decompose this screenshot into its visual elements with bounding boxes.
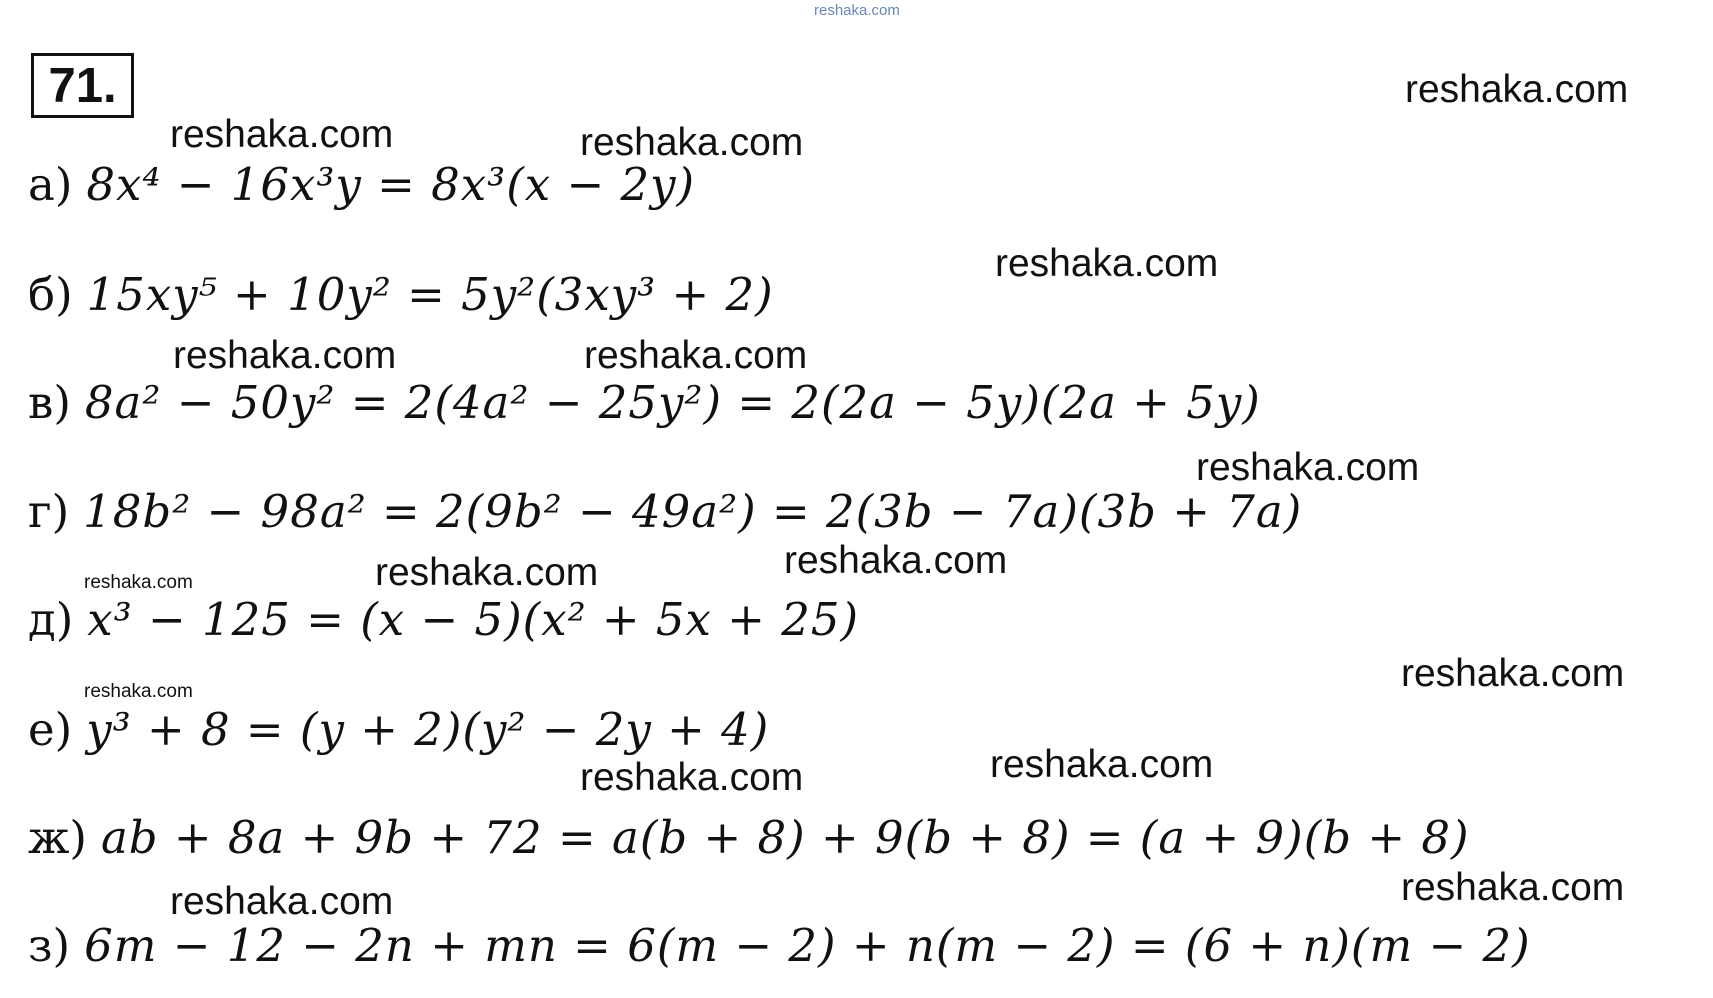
equation-line-v — [28, 376, 1261, 429]
watermark: reshaka.com — [580, 121, 804, 164]
problem-number: 71. — [31, 53, 134, 118]
equation-line-zh — [28, 811, 1470, 864]
equation: x³ − 125 = (x − 5)(x² + 5x + 25) — [87, 593, 860, 646]
item-label: в) — [28, 376, 71, 429]
watermark: reshaka.com — [1405, 68, 1629, 111]
watermark: reshaka.com — [580, 756, 804, 799]
item-label: б) — [28, 268, 73, 321]
watermark: reshaka.com — [173, 334, 397, 377]
equation: 8x⁴ − 16x³y = 8x³(x − 2y) — [86, 158, 696, 211]
equation: 18b² − 98a² = 2(9b² − 49a²) = 2(3b − 7a)(3b + 7a) — [83, 485, 1303, 538]
item-label: з) — [28, 919, 71, 972]
equation: 6m − 12 − 2n + mn = 6(m − 2) + n(m − 2) = (6 + n)(m − 2) — [84, 919, 1531, 972]
equation: 15xy⁵ + 10y² = 5y²(3xy³ + 2) — [86, 268, 774, 321]
equation-line-g — [28, 485, 1303, 538]
watermark: reshaka.com — [584, 334, 808, 377]
watermark: reshaka.com — [1401, 866, 1625, 909]
item-label: ж) — [28, 811, 87, 864]
equation-line-e — [28, 703, 770, 756]
item-label: а) — [28, 158, 73, 211]
watermark-small: reshaka.com — [84, 572, 193, 593]
equation-line-d — [28, 593, 860, 646]
equation-line-b — [28, 268, 774, 321]
equation-line-z — [28, 919, 1531, 972]
top-watermark: reshaka.com — [814, 2, 900, 19]
equation: ab + 8a + 9b + 72 = a(b + 8) + 9(b + 8) = (a + 9)(b + 8) — [100, 811, 1470, 864]
watermark: reshaka.com — [784, 539, 1008, 582]
equation-line-a — [28, 158, 696, 211]
watermark: reshaka.com — [995, 242, 1219, 285]
watermark: reshaka.com — [1401, 652, 1625, 695]
equation: y³ + 8 = (y + 2)(y² − 2y + 4) — [86, 703, 770, 756]
item-label: г) — [28, 485, 70, 538]
watermark: reshaka.com — [170, 880, 394, 923]
watermark-small: reshaka.com — [84, 681, 193, 702]
item-label: д) — [28, 593, 74, 646]
watermark: reshaka.com — [1196, 446, 1420, 489]
watermark: reshaka.com — [375, 551, 599, 594]
watermark: reshaka.com — [170, 113, 394, 156]
item-label: е) — [28, 703, 73, 756]
watermark: reshaka.com — [990, 743, 1214, 786]
equation: 8a² − 50y² = 2(4a² − 25y²) = 2(2a − 5y)(2a + 5y) — [84, 376, 1261, 429]
